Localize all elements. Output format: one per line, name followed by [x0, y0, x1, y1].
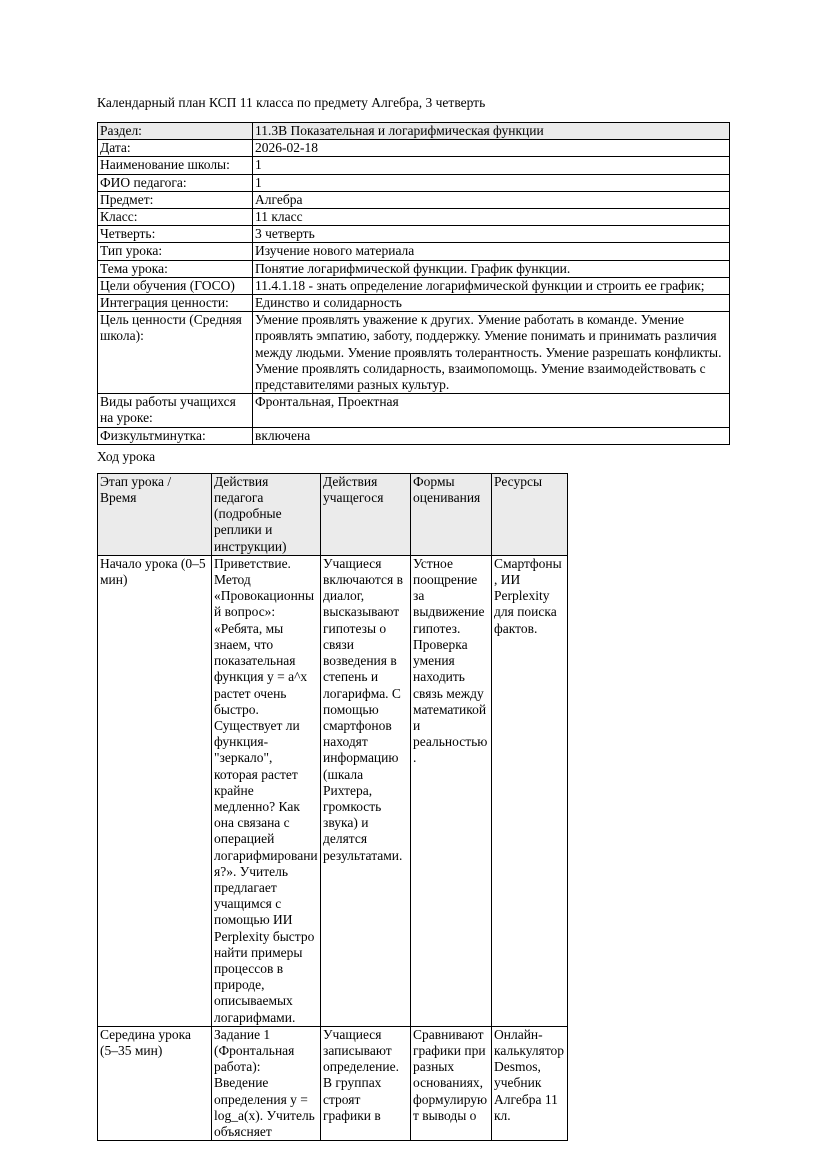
document-page [97, 95, 729, 1141]
lesson-row-middle [98, 1026, 568, 1140]
info-label: Физкультминутка: [98, 427, 253, 444]
info-value: 1 [253, 157, 730, 174]
info-value: 11.4.1.18 - знать определение логарифмической функции и строить ее график; [253, 277, 730, 294]
lesson-flow-table [97, 473, 568, 1141]
info-row-class [98, 209, 730, 226]
column-header-teacher-actions: Действия педагога (подробные реплики и инструкции) [212, 473, 321, 555]
info-value: 11.3B Показательная и логарифмическая функции [253, 123, 730, 140]
info-value: Понятие логарифмической функции. График функции. [253, 260, 730, 277]
student-actions-cell: Учащиеся включаются в диалог, высказывают гипотезы о связи возведения в степень и логарифма. С помощью смартфонов находят информацию (шкала Рихтера, громкость звука) и делятся результатами. [321, 555, 411, 1026]
lesson-table-header-row [98, 473, 568, 555]
teacher-actions-cell: Приветствие. Метод «Провокационный вопрос»: «Ребята, мы знаем, что показательная функция y = a^x растет очень быстро. Существует ли функция-"зеркало", которая растет крайне медленно? Как она связана с операцией логарифмирования?». Учитель предлагает учащимся с помощью ИИ Perplexity быстро найти примеры процессов в природе, описываемых логарифмами. [212, 555, 321, 1026]
teacher-actions-cell: Задание 1 (Фронтальная работа): Введение определения y = log_a(x). Учитель объясняет [212, 1026, 321, 1140]
student-actions-cell: Учащиеся записывают определение. В группах строят графики в [321, 1026, 411, 1140]
info-row-work-types [98, 394, 730, 427]
assessment-cell: Сравнивают графики при разных основаниях, формулируют выводы о [411, 1026, 492, 1140]
info-label: Дата: [98, 140, 253, 157]
stage-cell: Начало урока (0–5 мин) [98, 555, 212, 1026]
column-header-resources: Ресурсы [492, 473, 568, 555]
info-row-date [98, 140, 730, 157]
info-label: Предмет: [98, 191, 253, 208]
lesson-flow-heading: Ход урока [97, 448, 156, 464]
info-value: 11 класс [253, 209, 730, 226]
document-title: Календарный план КСП 11 класса по предмету Алгебра, 3 четверть [97, 95, 486, 110]
info-value: Умение проявлять уважение к других. Умение работать в команде. Умение проявлять эмпатию, заботу, поддержку. Умение понимать и принимать различия между людьми. Умение проявлять толерантность. Умение разрешать конфликты. Умение проявлять солидарность, взаимопомощь. Умение взаимодействовать с представителями разных культур. [253, 312, 730, 394]
column-header-assessment: Формы оценивания [411, 473, 492, 555]
lesson-row-start [98, 555, 568, 1026]
info-row-lesson-type [98, 243, 730, 260]
info-value: Единство и солидарность [253, 295, 730, 312]
stage-cell: Середина урока (5–35 мин) [98, 1026, 212, 1140]
info-value: Фронтальная, Проектная [253, 394, 730, 427]
info-row-learning-goals [98, 277, 730, 294]
assessment-cell: Устное поощрение за выдвижение гипотез. Проверка умения находить связь между математикой и реальностью. [411, 555, 492, 1026]
info-value: 3 четверть [253, 226, 730, 243]
resources-cell: Онлайн-калькулятор Desmos, учебник Алгебра 11 кл. [492, 1026, 568, 1140]
info-label: Тип урока: [98, 243, 253, 260]
resources-cell: Смартфоны, ИИ Perplexity для поиска фактов. [492, 555, 568, 1026]
info-row-values-goal [98, 312, 730, 394]
info-value: Изучение нового материала [253, 243, 730, 260]
column-header-stage: Этап урока / Время [98, 473, 212, 555]
info-row-section [98, 123, 730, 140]
info-row-phys-minute [98, 427, 730, 444]
info-row-subject [98, 191, 730, 208]
info-value: Алгебра [253, 191, 730, 208]
info-label: Виды работы учащихся на уроке: [98, 394, 253, 427]
info-value: 1 [253, 174, 730, 191]
info-label: Цели обучения (ГОСО) [98, 277, 253, 294]
info-row-lesson-topic [98, 260, 730, 277]
info-row-teacher-name [98, 174, 730, 191]
info-label: Интеграция ценности: [98, 295, 253, 312]
info-label: Цель ценности (Средняя школа): [98, 312, 253, 394]
info-label: ФИО педагога: [98, 174, 253, 191]
info-row-school [98, 157, 730, 174]
info-row-values-integration [98, 295, 730, 312]
info-value: 2026-02-18 [253, 140, 730, 157]
info-label: Тема урока: [98, 260, 253, 277]
info-label: Наименование школы: [98, 157, 253, 174]
column-header-student-actions: Действия учащегося [321, 473, 411, 555]
info-row-quarter [98, 226, 730, 243]
info-label: Четверть: [98, 226, 253, 243]
info-value: включена [253, 427, 730, 444]
info-label: Раздел: [98, 123, 253, 140]
info-label: Класс: [98, 209, 253, 226]
lesson-info-table [97, 122, 730, 445]
